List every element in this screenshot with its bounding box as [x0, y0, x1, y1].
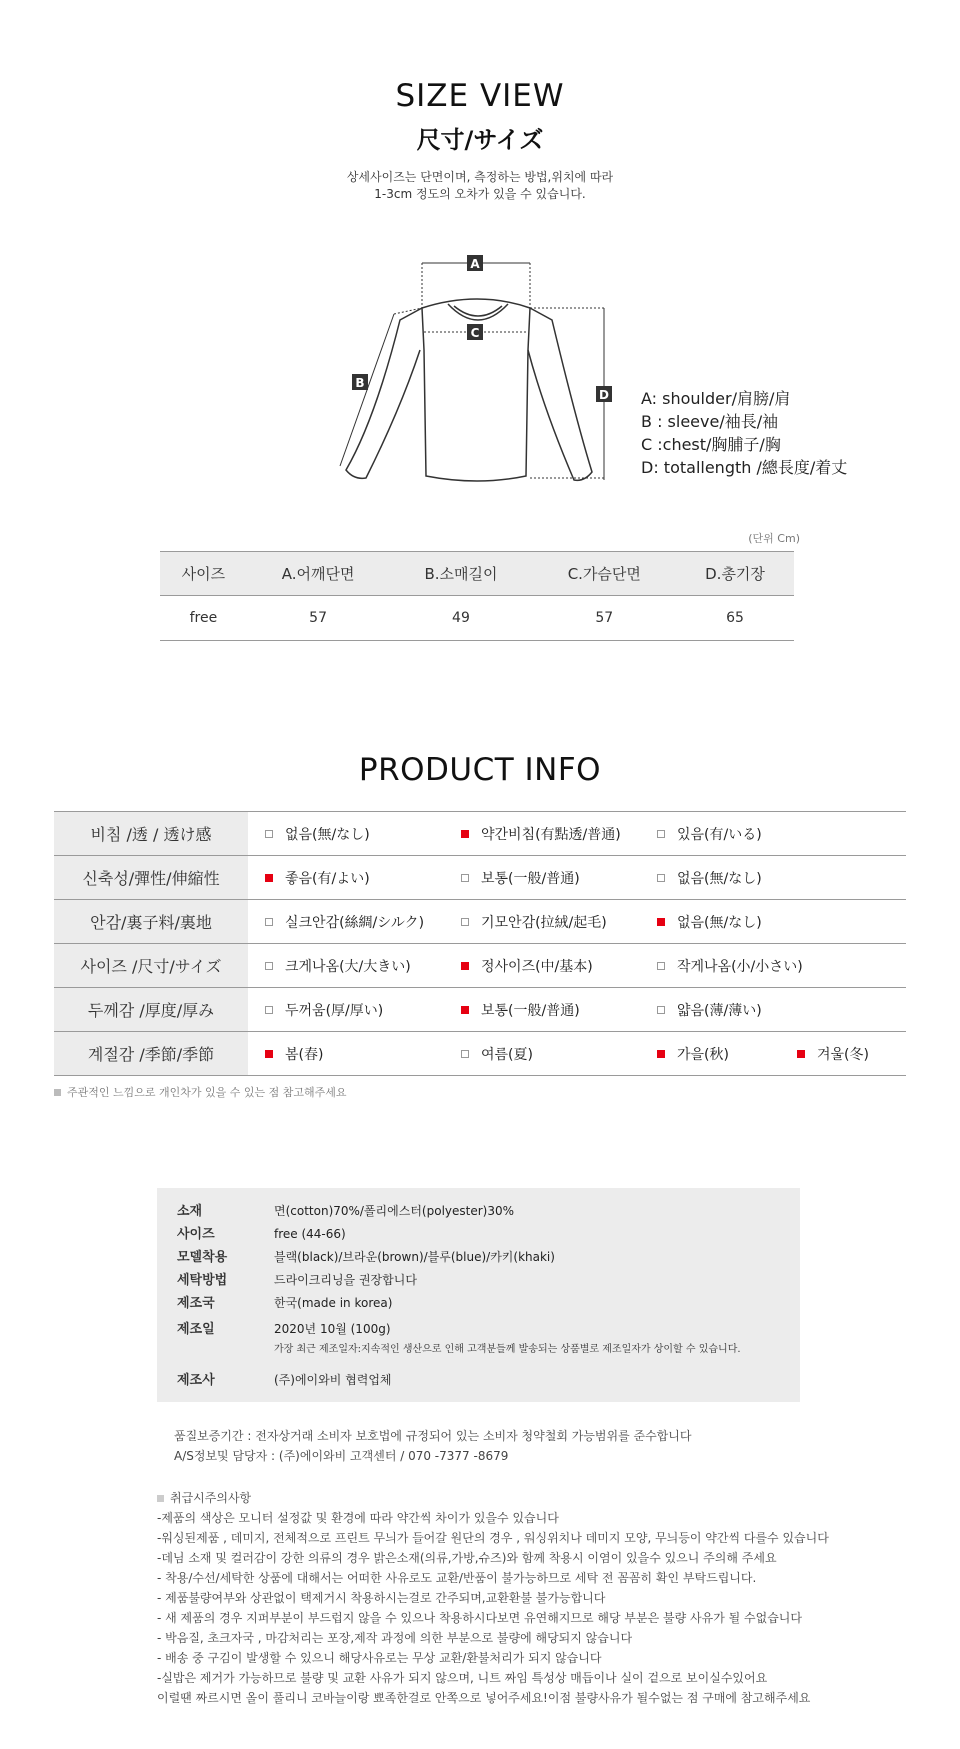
option-item — [641, 1000, 762, 1020]
svg-text:D: D — [599, 388, 609, 402]
size-col-header: C.가슴단면 — [533, 552, 677, 596]
care-line: - 착용/수선/세탁한 상품에 대해서는 어떠한 사유로도 교환/반품이 불가능하므로 세탁 전 꼼꼼히 확인 부탁드립니다. — [157, 1571, 757, 1585]
option-item — [445, 912, 607, 932]
option-item — [641, 824, 762, 844]
checked-box-icon — [461, 962, 469, 970]
product-info-option-cell — [780, 1032, 906, 1076]
option-item — [781, 1044, 869, 1064]
product-info-category: 사이즈 /尺寸/サイズ — [54, 944, 248, 988]
unchecked-box-icon — [657, 962, 665, 970]
size-view-subtitle: 尺寸/サイズ — [416, 126, 544, 154]
unchecked-box-icon — [657, 874, 665, 882]
size-table-header — [160, 552, 794, 596]
care-line: - 제품불량여부와 상관없이 택제거시 착용하시는걸로 간주되며,교환환불 불가능합니다 — [157, 1591, 606, 1605]
option-label: 겨울(冬) — [817, 1046, 869, 1063]
checked-box-icon — [461, 1006, 469, 1014]
product-info-option-cell — [248, 856, 444, 900]
option-label: 기모안감(拉絨/起毛) — [481, 914, 607, 931]
option-item — [249, 824, 370, 844]
care-line: -제품의 색상은 모니터 설정값 및 환경에 따라 약간씩 차이가 있을수 있습니다 — [157, 1511, 559, 1525]
product-info-category: 신축성/彈性/伸縮性 — [54, 856, 248, 900]
care-title: 취급시주의사항 — [157, 1489, 251, 1506]
unchecked-box-icon — [265, 918, 273, 926]
option-item — [249, 1044, 323, 1064]
care-line: -데님 소재 및 컬러감이 강한 의류의 경우 밝은소재(의류,가방,슈즈)와 함께 착용시 이염이 있을수 있으니 주의해 주세요 — [157, 1551, 777, 1565]
product-info-option-cell — [248, 812, 444, 856]
size-col-header: D.총기장 — [676, 552, 794, 596]
product-info-row — [54, 1032, 906, 1076]
spec-box — [157, 1188, 800, 1402]
product-info-option-cell — [640, 856, 780, 900]
marker-b — [352, 374, 368, 390]
legend-b: B : sleeve/袖長/袖 — [641, 412, 779, 431]
bullet-square-icon — [157, 1495, 164, 1502]
care-line: - 박음질, 초크자국 , 마감처리는 포장,제작 과정에 의한 부분으로 불량에 해당되지 않습니다 — [157, 1631, 633, 1645]
size-note-line1: 상세사이즈는 단면이며, 측정하는 방법,위치에 따라 — [346, 170, 614, 184]
unchecked-box-icon — [461, 918, 469, 926]
product-info-row — [54, 944, 906, 988]
product-info-option-cell — [780, 988, 906, 1032]
product-info-option-cell — [780, 900, 906, 944]
product-info-option-cell — [444, 1032, 640, 1076]
spec-row-maker: 제조사 (주)에이와비 협력업체 — [177, 1373, 392, 1388]
bullet-square-icon — [54, 1089, 61, 1096]
size-col-header: B.소매길이 — [389, 552, 532, 596]
svg-text:C: C — [470, 326, 480, 340]
unchecked-box-icon — [657, 1006, 665, 1014]
svg-text:B: B — [355, 376, 365, 390]
size-cell: 57 — [533, 596, 677, 641]
care-line: - 배송 중 구김이 발생할 수 있으니 해당사유로는 무상 교환/환불처리가 되지 않습니다 — [157, 1651, 602, 1665]
legend-c: C :chest/胸脯子/胸 — [641, 435, 781, 454]
option-label: 약간비침(有點透/普通) — [481, 826, 621, 843]
product-info-row — [54, 812, 906, 856]
unchecked-box-icon — [265, 1006, 273, 1014]
option-item — [445, 1044, 533, 1064]
option-item — [445, 868, 580, 888]
product-info-option-cell — [780, 812, 906, 856]
unchecked-box-icon — [461, 874, 469, 882]
marker-a — [467, 255, 483, 271]
product-info-row — [54, 900, 906, 944]
option-item — [249, 956, 411, 976]
option-item — [641, 956, 803, 976]
option-item — [641, 1044, 729, 1064]
care-line: 이럴땐 짜르시면 올이 풀리니 코바늘이랑 뾰족한걸로 안쪽으로 넣어주세요!이점 불량사유가 될수없는 점 구매에 참고해주세요 — [157, 1691, 811, 1705]
product-info-option-cell — [640, 812, 780, 856]
product-info-option-cell — [640, 988, 780, 1032]
product-info-option-cell — [444, 812, 640, 856]
size-cell: 65 — [676, 596, 794, 641]
spec-row-material: 소재 면(cotton)70%/폴리에스터(polyester)30% — [177, 1204, 515, 1219]
product-info-option-cell — [248, 900, 444, 944]
as-info-line: A/S정보및 담당자 : (주)에이와비 고객센터 / 070 -7377 -8679 — [174, 1449, 509, 1463]
option-label: 보통(一般/普通) — [481, 1002, 580, 1019]
garment-diagram — [330, 240, 630, 495]
unchecked-box-icon — [461, 1050, 469, 1058]
option-label: 여름(夏) — [481, 1046, 533, 1063]
unchecked-box-icon — [265, 962, 273, 970]
option-label: 두꺼움(厚/厚い) — [285, 1002, 384, 1019]
unchecked-box-icon — [657, 830, 665, 838]
option-label: 실크안감(絲綢/シルク) — [285, 914, 425, 931]
product-info-option-cell — [640, 944, 803, 988]
option-label: 작게나옴(小/小さい) — [677, 958, 803, 975]
marker-d — [596, 386, 612, 402]
option-label: 가을(秋) — [677, 1046, 729, 1063]
size-cell: free — [160, 596, 247, 641]
product-info-option-cell — [640, 1032, 780, 1076]
checked-box-icon — [657, 918, 665, 926]
spec-row-wash: 세탁방법 드라이크리닝을 권장합니다 — [177, 1273, 417, 1288]
option-label: 봄(春) — [285, 1046, 324, 1063]
product-info-option-cell — [248, 1032, 444, 1076]
size-table — [160, 551, 794, 641]
size-col-header: 사이즈 — [160, 552, 247, 596]
spec-row-model: 모델착용 블랙(black)/브라운(brown)/블루(blue)/카키(khaki) — [177, 1250, 555, 1265]
checked-box-icon — [797, 1050, 805, 1058]
product-info-note: 주관적인 느낌으로 개인차가 있을 수 있는 점 참고해주세요 — [54, 1084, 347, 1100]
product-info-row — [54, 856, 906, 900]
care-line: - 새 제품의 경우 지퍼부분이 부드럽지 않을 수 있으나 착용하시다보면 유연해지므로 해당 부분은 불량 사유가 될 수없습니다 — [157, 1611, 802, 1625]
product-info-title: PRODUCT INFO — [358, 752, 602, 788]
product-info-category: 안감/裏子料/裏地 — [54, 900, 248, 944]
option-item — [445, 824, 621, 844]
option-label: 없음(無/なし) — [285, 826, 370, 843]
svg-text:A: A — [470, 257, 480, 271]
product-info-option-cell — [780, 856, 906, 900]
spec-date-note: 가장 최근 제조일자:지속적인 생산으로 인해 고객분들께 발송되는 상품별로 제조일자가 상이할 수 있습니다. — [274, 1344, 741, 1355]
spec-row-size: 사이즈 free (44-66) — [177, 1227, 346, 1242]
option-label: 없음(無/なし) — [677, 914, 762, 931]
care-line: -실밥은 제거가 가능하므로 불량 및 교환 사유가 되지 않으며, 니트 짜임 특성상 매듭이나 실이 겉으로 보이실수있어요 — [157, 1671, 768, 1685]
product-info-option-cell — [248, 944, 444, 988]
checked-box-icon — [657, 1050, 665, 1058]
option-item — [445, 956, 593, 976]
product-info-category: 비침 /透 / 透け感 — [54, 812, 248, 856]
legend-d: D: totallength /總長度/着丈 — [641, 458, 848, 477]
option-label: 정사이즈(中/基本) — [481, 958, 593, 975]
size-cell: 57 — [247, 596, 390, 641]
size-col-header: A.어깨단면 — [247, 552, 390, 596]
product-info-category: 계절감 /季節/季節 — [54, 1032, 248, 1076]
option-item — [641, 868, 762, 888]
spec-row-date: 제조일 2020년 10월 (100g) — [177, 1322, 391, 1337]
option-item — [249, 1000, 383, 1020]
marker-c — [467, 324, 483, 340]
checked-box-icon — [265, 874, 273, 882]
option-label: 보통(一般/普通) — [481, 870, 580, 887]
spec-row-country: 제조국 한국(made in korea) — [177, 1296, 393, 1311]
option-item — [249, 868, 370, 888]
product-info-row — [54, 988, 906, 1032]
option-label: 얇음(薄/薄い) — [677, 1002, 762, 1019]
guarantee-line: 품질보증기간 : 전자상거래 소비자 보호법에 규정되어 있는 소비자 청약철회 가능범위를 준수합니다 — [174, 1429, 692, 1443]
option-label: 있음(有/いる) — [677, 826, 762, 843]
legend-a: A: shoulder/肩膀/肩 — [641, 389, 791, 408]
option-label: 좋음(有/よい) — [285, 870, 370, 887]
product-info-option-cell — [248, 988, 444, 1032]
size-note-line2: 1-3cm 정도의 오차가 있을 수 있습니다. — [374, 187, 586, 201]
checked-box-icon — [265, 1050, 273, 1058]
option-item — [445, 1000, 580, 1020]
product-info-option-cell — [444, 900, 640, 944]
checked-box-icon — [461, 830, 469, 838]
option-label: 없음(無/なし) — [677, 870, 762, 887]
product-info-option-cell — [444, 944, 640, 988]
unchecked-box-icon — [265, 830, 273, 838]
care-line: -워싱된제품 , 데미지, 전체적으로 프린트 무늬가 들어갈 원단의 경우 , 워싱위치나 데미지 모양, 무늬등이 약간씩 다를수 있습니다 — [157, 1531, 829, 1545]
option-item — [641, 912, 762, 932]
size-cell: 49 — [389, 596, 532, 641]
product-info-option-cell — [444, 988, 640, 1032]
option-item — [249, 912, 424, 932]
size-table-row — [160, 596, 794, 641]
size-view-title: SIZE VIEW — [395, 78, 565, 114]
product-info-option-cell — [444, 856, 640, 900]
unit-label: (단위 Cm) — [748, 532, 800, 545]
product-info-option-cell — [640, 900, 780, 944]
product-info-category: 두께감 /厚度/厚み — [54, 988, 248, 1032]
option-label: 크게나옴(大/大きい) — [285, 958, 411, 975]
product-info-table — [54, 811, 906, 1076]
